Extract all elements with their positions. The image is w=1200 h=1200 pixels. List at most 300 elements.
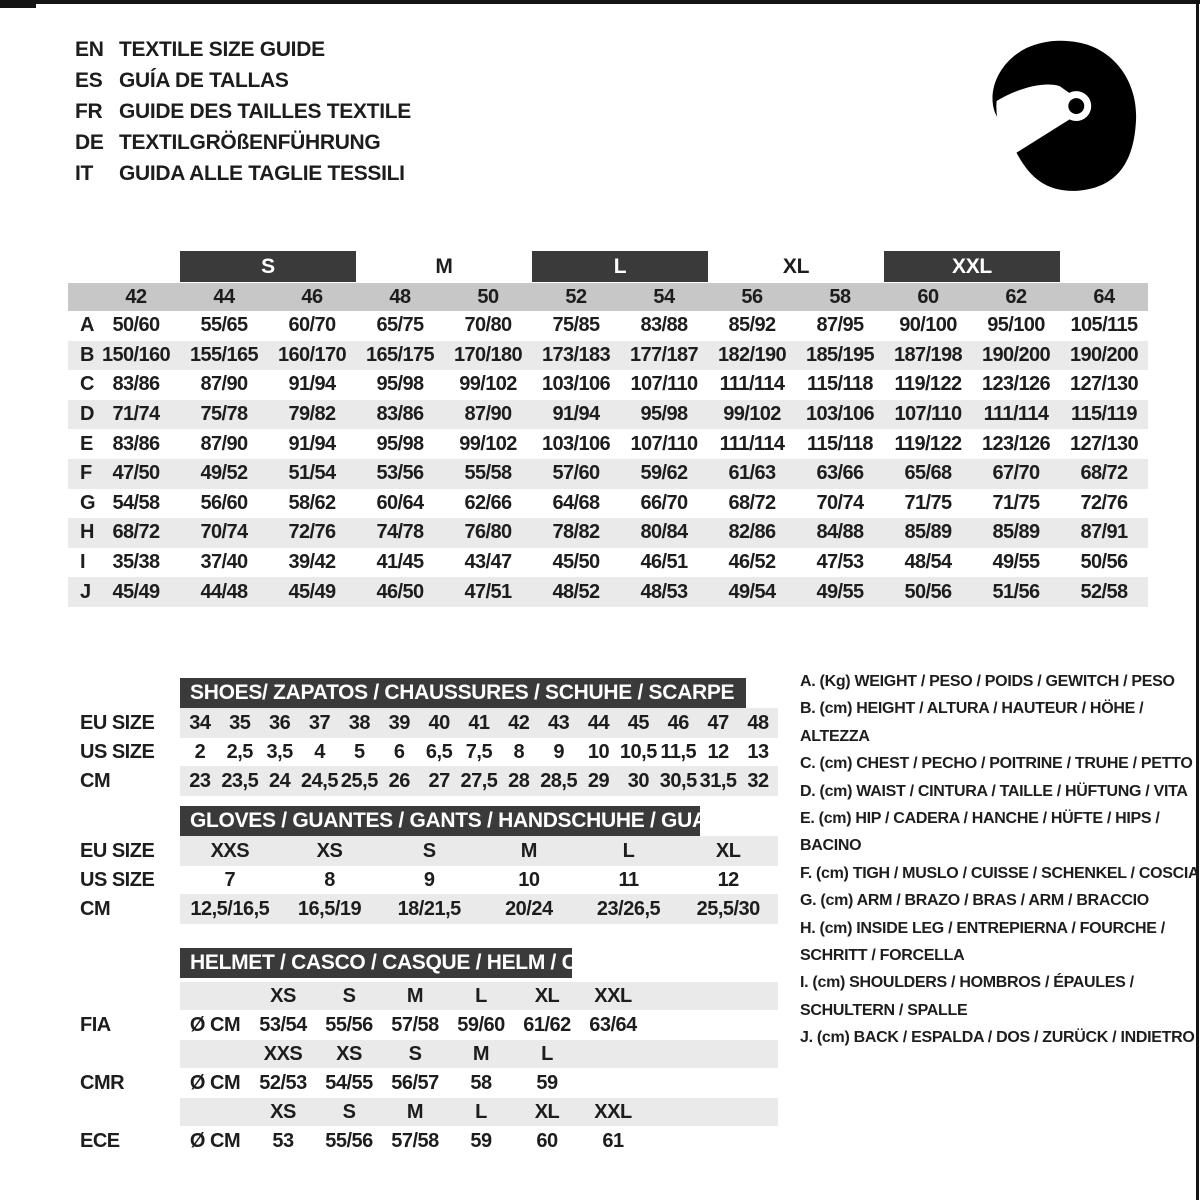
size-value: 60/70	[288, 314, 336, 337]
size-value: 173/183	[541, 343, 611, 366]
value-cell: 34	[189, 711, 211, 734]
size-value: 95/98	[640, 403, 688, 426]
helmet-size-table	[68, 948, 778, 1156]
size-label-cell: M	[406, 984, 424, 1007]
size-value: 83/86	[376, 403, 424, 426]
size-value: 56/60	[200, 491, 248, 514]
language-code: DE	[75, 130, 104, 154]
size-label-cell: XS	[270, 984, 296, 1007]
legend-entry: A. (Kg) WEIGHT / PESO / POIDS / GEWITCH / PESO	[800, 673, 1175, 690]
value-cell: 52/53	[259, 1071, 307, 1094]
size-value: 65/68	[904, 462, 952, 485]
value-cell: 28,5	[540, 769, 578, 792]
size-value: 107/110	[630, 432, 698, 455]
measure-letter: F	[80, 462, 92, 485]
size-label-cell: XXL	[594, 984, 632, 1007]
unit-cell: Ø CM	[189, 1071, 241, 1094]
measure-letter: A	[80, 314, 94, 337]
helmet-sizes	[180, 982, 778, 1010]
size-label-cell: XS	[270, 1100, 296, 1123]
measure-row-b	[68, 341, 1148, 371]
size-value: 115/118	[807, 432, 873, 455]
size-value: 70/74	[200, 521, 248, 544]
measure-row-j	[68, 577, 1148, 607]
value-cell: 8	[324, 868, 335, 891]
size-value: 83/86	[112, 373, 160, 396]
value-cell: 59	[470, 1129, 492, 1152]
size-value: 85/89	[992, 521, 1040, 544]
value-cell: 37	[308, 711, 331, 734]
numeric-size-header: 46	[301, 285, 323, 308]
value-cell: 61/62	[523, 1013, 571, 1036]
size-value: 68/72	[1080, 462, 1128, 485]
language-code: ES	[75, 68, 103, 92]
gloves-row-eu	[68, 836, 778, 866]
helmet-sizes-row-fia	[68, 982, 778, 1010]
size-value: 54/58	[112, 491, 160, 514]
value-cell: 30	[627, 769, 649, 792]
value-cell: 25,5	[340, 769, 378, 792]
helmet-values	[180, 1068, 778, 1098]
gloves-row-us	[68, 866, 778, 894]
size-value: 182/190	[717, 343, 787, 366]
value-cell: XXS	[210, 839, 250, 862]
size-value: 155/165	[189, 343, 259, 366]
size-value: 160/170	[277, 343, 347, 366]
size-value: 107/110	[894, 403, 962, 426]
value-cell: 2,5	[226, 740, 253, 763]
size-value: 107/110	[630, 373, 698, 396]
size-value: 75/85	[552, 314, 600, 337]
numeric-size-header: 64	[1093, 285, 1115, 308]
size-value: 119/122	[894, 373, 962, 396]
measure-row-d	[68, 400, 1148, 430]
size-value: 87/90	[464, 403, 512, 426]
value-cell: 53/54	[259, 1013, 307, 1036]
size-value: 99/102	[459, 432, 517, 455]
size-value: 165/175	[365, 343, 435, 366]
size-value: 48/54	[904, 551, 952, 574]
gloves-values	[180, 836, 778, 866]
size-value: 51/54	[288, 462, 336, 485]
language-code: IT	[75, 161, 94, 185]
value-cell: 40	[428, 711, 450, 734]
value-cell: XS	[316, 839, 343, 862]
size-value: 83/88	[640, 314, 688, 337]
language-code: FR	[75, 99, 103, 123]
size-group-m: M	[435, 254, 453, 278]
top-border-notch	[0, 0, 36, 8]
size-value: 62/66	[464, 491, 512, 514]
size-value: 68/72	[728, 491, 776, 514]
legend-entry: E. (cm) HIP / CADERA / HANCHE / HÜFTE / HIPS / BACINO	[800, 810, 1160, 855]
row-label: CM	[80, 769, 111, 792]
legend-entry: D. (cm) WAIST / CINTURA / TAILLE / HÜFTUNG / VITA	[800, 782, 1188, 800]
measure-row-g	[68, 489, 1148, 519]
shoes-row-cm	[68, 766, 778, 796]
unit-cell: Ø CM	[189, 1013, 241, 1036]
standard-label: FIA	[80, 1013, 111, 1036]
value-cell: 10,5	[619, 740, 657, 763]
measure-row-c	[68, 370, 1148, 400]
value-cell: 38	[348, 711, 370, 734]
size-value: 46/51	[640, 551, 688, 574]
value-cell: 59/60	[457, 1013, 505, 1036]
value-cell: 7,5	[465, 740, 493, 763]
helmet-sizes	[180, 1040, 778, 1068]
size-group-xxl: XXL	[884, 251, 1060, 282]
value-cell: 46	[667, 711, 689, 734]
size-label-cell: S	[342, 1100, 356, 1123]
legend-entry: C. (cm) CHEST / PECHO / POITRINE / TRUHE / PETTO	[800, 755, 1193, 773]
value-cell: 26	[388, 769, 410, 792]
size-value: 187/198	[893, 343, 963, 366]
value-cell: 53	[272, 1129, 294, 1152]
numeric-size-header: 56	[741, 285, 763, 308]
legend-entry: J. (cm) BACK / ESPALDA / DOS / ZURÜCK / INDIETRO	[800, 1029, 1195, 1047]
size-value: 55/58	[464, 462, 512, 485]
size-value: 71/74	[112, 403, 160, 426]
size-value: 72/76	[288, 521, 336, 544]
size-value: 53/56	[376, 462, 424, 485]
size-group-xl: XL	[782, 254, 810, 278]
size-value: 85/92	[728, 314, 776, 337]
legend-entry: I. (cm) SHOULDERS / HOMBROS / ÉPAULES / SCHULTERN / SPALLE	[800, 974, 1134, 1019]
legend-entry: H. (cm) INSIDE LEG / ENTREPIERNA / FOURCHE / SCHRITT / FORCELLA	[800, 919, 1165, 965]
value-cell: 24	[269, 769, 291, 792]
value-cell: 60	[536, 1129, 558, 1152]
value-cell: 23,5	[221, 769, 259, 792]
value-cell: 61	[602, 1129, 624, 1152]
value-cell: 5	[354, 740, 365, 763]
measure-letter: H	[80, 521, 94, 544]
value-cell: 27,5	[460, 769, 498, 792]
value-cell: 56/57	[391, 1071, 439, 1094]
language-code: EN	[75, 37, 104, 61]
helmet-sizes-row-ece	[68, 1098, 778, 1126]
value-cell: 31,5	[699, 769, 737, 792]
numeric-size-header: 42	[125, 285, 147, 308]
value-cell: 59	[536, 1071, 558, 1094]
size-value: 65/75	[376, 314, 424, 337]
value-cell: 54/55	[325, 1071, 373, 1094]
measure-letter: D	[80, 403, 94, 426]
size-value: 150/160	[101, 343, 171, 366]
language-title-row	[75, 65, 411, 96]
size-value: 70/74	[816, 491, 864, 514]
size-value: 57/60	[552, 462, 600, 485]
size-value: 48/53	[640, 580, 688, 603]
helmet-sizes	[180, 1098, 778, 1126]
value-cell: 27	[428, 769, 450, 792]
size-value: 63/66	[816, 462, 864, 485]
size-value: 87/91	[1080, 521, 1128, 544]
size-value: 49/52	[200, 462, 248, 485]
measure-letter: I	[80, 551, 85, 574]
size-value: 105/115	[1070, 314, 1138, 337]
value-cell: 41	[468, 711, 490, 734]
guide-title: GUIDE DES TAILLES TEXTILE	[119, 99, 411, 123]
value-cell: 42	[508, 711, 530, 734]
value-cell: 10	[518, 868, 540, 891]
shoes-values	[180, 708, 778, 738]
value-cell: 18/21,5	[397, 897, 461, 920]
numeric-size-header: 52	[565, 285, 587, 308]
size-label-cell: XS	[336, 1042, 362, 1065]
shoes-values	[180, 738, 778, 766]
size-value: 87/90	[200, 373, 248, 396]
numeric-size-header: 54	[653, 285, 675, 308]
measurement-legend	[800, 668, 1200, 1052]
size-value: 45/49	[112, 580, 160, 603]
size-value: 103/106	[541, 432, 611, 455]
value-cell: 47	[707, 711, 729, 734]
shoes-rows	[68, 708, 778, 796]
helmet-values	[180, 1010, 778, 1040]
size-value: 123/126	[981, 373, 1051, 396]
value-cell: 6,5	[425, 740, 453, 763]
size-value: 111/114	[983, 403, 1049, 426]
size-value: 84/88	[816, 521, 864, 544]
size-value: 50/60	[112, 314, 160, 337]
size-value: 190/200	[981, 343, 1051, 366]
row-label: US SIZE	[80, 740, 155, 763]
size-value: 87/95	[816, 314, 864, 337]
size-value: 45/49	[288, 580, 336, 603]
size-value: 78/82	[552, 521, 600, 544]
value-cell: 55/56	[325, 1013, 373, 1036]
shoes-section-header: SHOES/ ZAPATOS / CHAUSSURES / SCHUHE / SCARPE	[180, 678, 746, 708]
value-cell: 32	[747, 769, 769, 792]
size-value: 95/98	[376, 373, 424, 396]
legend-entry: B. (cm) HEIGHT / ALTURA / HAUTEUR / HÖHE / ALTEZZA	[800, 700, 1144, 745]
size-value: 83/86	[112, 432, 160, 455]
size-value: 46/50	[376, 580, 424, 603]
size-label-cell: XXS	[263, 1042, 303, 1065]
size-value: 52/58	[1080, 580, 1128, 603]
size-value: 45/50	[552, 551, 600, 574]
size-value: 59/62	[640, 462, 688, 485]
size-value: 99/102	[723, 403, 781, 426]
shoes-row-us	[68, 738, 778, 766]
size-value: 91/94	[552, 403, 600, 426]
size-value: 111/114	[719, 432, 785, 455]
gloves-values	[180, 894, 778, 924]
size-value: 76/80	[464, 521, 512, 544]
measure-row-e	[68, 429, 1148, 459]
size-value: 115/118	[807, 373, 873, 396]
size-value: 185/195	[805, 343, 875, 366]
measure-row-h	[68, 518, 1148, 548]
size-value: 55/65	[200, 314, 248, 337]
size-value: 75/78	[200, 403, 248, 426]
value-cell: 16,5/19	[297, 897, 362, 920]
size-value: 50/56	[1080, 551, 1128, 574]
value-cell: L	[622, 839, 635, 862]
measurement-rows	[68, 311, 1148, 607]
size-value: 91/94	[288, 432, 336, 455]
size-value: 87/90	[200, 432, 248, 455]
size-value: 103/106	[805, 403, 875, 426]
shoes-row-eu	[68, 708, 778, 738]
value-cell: 10	[587, 740, 610, 763]
size-value: 47/50	[112, 462, 160, 485]
top-border-line	[0, 0, 1200, 4]
numeric-size-header: 44	[213, 285, 235, 308]
size-value: 71/75	[992, 491, 1040, 514]
size-value: 95/98	[376, 432, 424, 455]
legend-entry: G. (cm) ARM / BRAZO / BRAS / ARM / BRACCIO	[800, 892, 1149, 910]
measure-letter: G	[80, 491, 95, 514]
size-value: 80/84	[640, 521, 688, 544]
size-label-cell: S	[342, 984, 356, 1007]
numeric-size-header: 58	[829, 285, 851, 308]
numeric-size-header: 50	[477, 285, 499, 308]
value-cell: 29	[587, 769, 610, 792]
size-value: 49/55	[992, 551, 1040, 574]
row-label: EU SIZE	[80, 839, 155, 862]
gloves-section-header: GLOVES / GUANTES / GANTS / HANDSCHUHE / GUANTI	[180, 806, 700, 836]
size-label-cell: M	[406, 1100, 424, 1123]
measure-letter: E	[80, 432, 93, 455]
value-cell: 4	[314, 740, 325, 763]
value-cell: 12,5/16,5	[190, 897, 270, 920]
size-value: 49/55	[816, 580, 864, 603]
size-label-cell: XXL	[594, 1100, 632, 1123]
numeric-size-header-row	[68, 283, 1148, 311]
main-size-table	[68, 251, 1148, 607]
value-cell: 11,5	[660, 740, 697, 763]
value-cell: 2	[194, 740, 206, 763]
size-value: 95/100	[987, 314, 1045, 337]
size-value: 111/114	[719, 373, 785, 396]
size-value: 72/76	[1080, 491, 1128, 514]
size-value: 74/78	[376, 521, 424, 544]
size-value: 90/100	[899, 314, 957, 337]
guide-title: GUÍA DE TALLAS	[119, 68, 289, 92]
value-cell: 12	[707, 740, 729, 763]
numeric-size-header: 48	[389, 285, 411, 308]
value-cell: 35	[229, 711, 251, 734]
value-cell: 39	[388, 711, 410, 734]
value-cell: 24,5	[301, 769, 338, 792]
value-cell: 13	[747, 740, 769, 763]
size-value: 123/126	[981, 432, 1051, 455]
gloves-row-cm	[68, 894, 778, 924]
size-label-cell: S	[408, 1042, 422, 1065]
row-label: EU SIZE	[80, 711, 155, 734]
numeric-size-header: 60	[917, 285, 939, 308]
measure-letter: J	[80, 580, 91, 603]
size-value: 127/130	[1069, 373, 1139, 396]
size-value: 119/122	[894, 432, 962, 455]
value-cell: S	[422, 839, 436, 862]
size-value: 41/45	[376, 551, 424, 574]
value-cell: 9	[423, 868, 435, 891]
size-value: 49/54	[728, 580, 776, 603]
value-cell: 3,5	[266, 740, 293, 763]
size-group-l: L	[532, 251, 708, 282]
value-cell: M	[520, 839, 537, 862]
size-value: 85/89	[904, 521, 952, 544]
size-label-cell: M	[472, 1042, 490, 1065]
size-value: 64/68	[552, 491, 600, 514]
value-cell: 25,5/30	[696, 897, 760, 920]
size-value: 103/106	[541, 373, 611, 396]
standard-label: ECE	[80, 1129, 120, 1152]
value-cell: 28	[508, 769, 530, 792]
size-value: 51/56	[992, 580, 1040, 603]
value-cell: 7	[224, 868, 236, 891]
size-label-cell: L	[475, 984, 487, 1007]
size-value: 91/94	[288, 373, 336, 396]
numeric-size-header: 62	[1005, 285, 1027, 308]
racing-helmet-icon	[980, 30, 1146, 202]
size-value: 82/86	[728, 521, 776, 544]
language-title-row	[75, 158, 411, 189]
size-value: 37/40	[200, 551, 248, 574]
language-title-row	[75, 96, 411, 127]
guide-title: TEXTILGRÖßENFÜHRUNG	[119, 130, 381, 154]
value-cell: 43	[548, 711, 570, 734]
standard-label: CMR	[80, 1071, 125, 1094]
gloves-values	[180, 866, 778, 894]
size-label-cell: L	[475, 1100, 487, 1123]
value-cell: 57/58	[391, 1013, 439, 1036]
value-cell: 63/64	[589, 1013, 637, 1036]
size-value: 44/48	[200, 580, 248, 603]
measure-letter: B	[80, 343, 94, 366]
size-value: 115/119	[1071, 403, 1137, 426]
value-cell: 20/24	[505, 897, 553, 920]
value-cell: 8	[513, 740, 525, 763]
value-cell: 45	[627, 711, 649, 734]
guide-title: TEXTILE SIZE GUIDE	[119, 37, 325, 61]
unit-cell: Ø CM	[189, 1129, 241, 1152]
value-cell: 23	[189, 769, 211, 792]
size-value: 43/47	[464, 551, 512, 574]
size-value: 71/75	[904, 491, 952, 514]
helmet-values-row-ece	[68, 1126, 778, 1156]
guide-title: GUIDA ALLE TAGLIE TESSILI	[119, 161, 405, 185]
size-value: 127/130	[1069, 432, 1139, 455]
measure-row-f	[68, 459, 1148, 489]
size-label-cell: XL	[534, 1100, 560, 1123]
size-value: 58/62	[288, 491, 336, 514]
size-value: 170/180	[453, 343, 523, 366]
size-value: 79/82	[288, 403, 336, 426]
measure-row-a	[68, 311, 1148, 341]
helmet-values	[180, 1126, 778, 1156]
size-value: 70/80	[464, 314, 512, 337]
size-value: 60/64	[376, 491, 424, 514]
size-value: 48/52	[552, 580, 600, 603]
size-value: 67/70	[992, 462, 1040, 485]
size-group-header-row	[68, 251, 1148, 282]
value-cell: 23/26,5	[596, 897, 661, 920]
size-value: 39/42	[288, 551, 336, 574]
row-label: CM	[80, 897, 111, 920]
language-title-row	[75, 127, 411, 158]
size-value: 68/72	[112, 521, 160, 544]
value-cell: 12	[717, 868, 739, 891]
size-group-s: S	[180, 251, 356, 282]
value-cell: 55/56	[325, 1129, 373, 1152]
language-title-row	[75, 34, 411, 65]
size-label-cell: L	[541, 1042, 553, 1065]
size-value: 66/70	[640, 491, 688, 514]
gloves-size-table	[68, 806, 778, 924]
